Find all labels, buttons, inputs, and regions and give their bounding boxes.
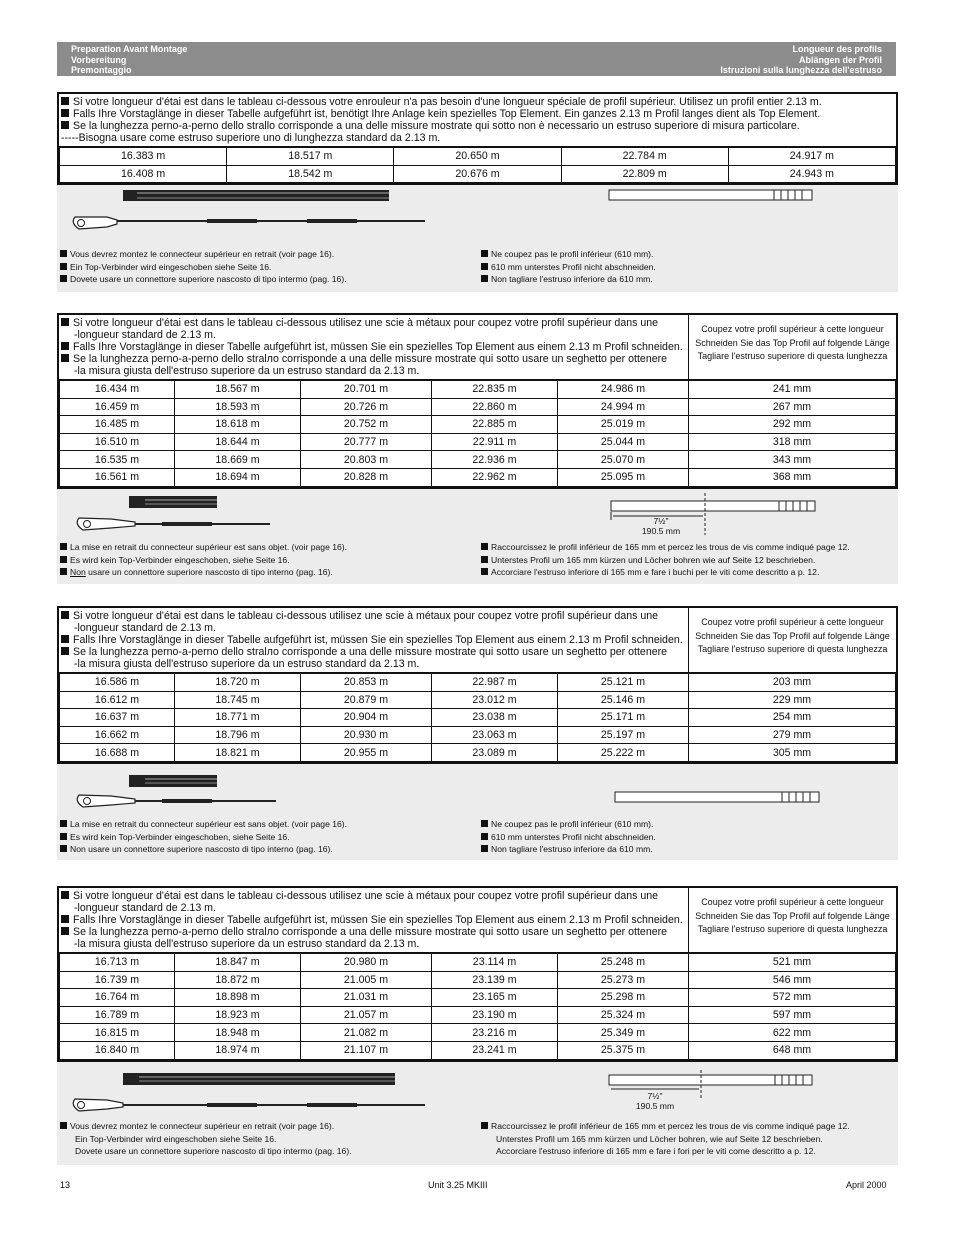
intro-line: Falls Ihre Vorstaglänge in dieser Tabelle aufgeführt ist, müssen Sie ein spezielles Top Element aus einem 2.13 m Profil schneiden. [73, 914, 683, 926]
note-line: Accorciare l'estruso inferiore di 165 mm e fare i fori per le viti come descritto a p. 12. [496, 1146, 816, 1157]
table-cell: 23.038 m [432, 709, 558, 727]
table-cell: 21.031 m [301, 989, 432, 1007]
table-cell: 22.885 m [432, 416, 558, 434]
table-cell: 20.930 m [301, 726, 432, 744]
note-line: usare un connettore superiore nascosto di tipo interno (pag. 16). [85, 567, 333, 578]
table-cell: 292 mm [689, 416, 896, 434]
bullet-icon [61, 891, 69, 899]
intro-line: Falls Ihre Vorstaglänge in dieser Tabelle aufgeführt ist, müssen Sie ein spezielles Top Element aus einem 2.13 m Profil schneiden. [73, 341, 683, 353]
note-line: La mise en retrait du connecteur supérieur est sans objet. (voir page 16). [70, 542, 348, 552]
note-line: Accorciare l'estruso inferiore di 165 mm e fare i buchi per le viti come descritto a p. 12. [491, 567, 820, 578]
section1-table [59, 147, 896, 183]
bullet-icon [481, 275, 488, 282]
section3-intro [59, 608, 689, 672]
table-cell: 18.796 m [175, 726, 301, 744]
intro-line: Si votre longueur d'étai est dans le tableau ci-dessous votre enrouleur n'a pas besoin d'une longueur spéciale de profil supérieur. Utilisez un profil entier 2.13 m. [73, 96, 822, 108]
intro-line: Se la lunghezza perno-a-perno dello strallo corrisponde a una delle missure mostrate qui sotto non è necessario un estruso superiore di misura particolare. [73, 120, 800, 132]
table-cell: 25.248 m [558, 954, 689, 972]
intro-line: Se la lunghezza perno-a-perno dello stralло corrisponde a una delle missure mostrate qui sotto usare un seghetto per ottenere [73, 646, 668, 658]
table-cell: 20.853 m [301, 674, 432, 692]
table-cell: 18.644 m [175, 433, 301, 451]
table-cell: 20.650 m [394, 148, 561, 166]
table-cell: 267 mm [689, 398, 896, 416]
table-cell: 20.752 m [301, 416, 432, 434]
table-cell: 22.784 m [561, 148, 728, 166]
table-cell: 18.771 m [175, 709, 301, 727]
intro-line: -----Bisogna usare come estruso superiore uno di lunghezza standard da 2.13 m. [61, 132, 441, 144]
note-line: Ein Top-Verbinder wird eingeschoben siehe Seite 16. [75, 1133, 277, 1144]
table-cell: 20.955 m [301, 744, 432, 762]
table-cell: 254 mm [689, 709, 896, 727]
intro-line: -la misura giusta dell'estruso superiore da un estruso standard da 2.13 m. [74, 658, 420, 670]
bullet-icon [61, 121, 69, 129]
dimension-mm: 190.5 mm [641, 526, 681, 536]
page-number: 13 [60, 1180, 71, 1190]
table-cell: 22.936 m [432, 451, 558, 469]
top-profile-icon [129, 775, 217, 787]
table-cell: 25.146 m [558, 691, 689, 709]
section2-notes-right [481, 541, 850, 579]
note-line: Unterstes Profil um 165 mm kürzen und Löcher bohren, wie auf Seite 12 beschrieben. [496, 1133, 823, 1144]
table-cell: 18.847 m [175, 954, 301, 972]
note-line: Raccourcissez le profil inférieur de 165 mm et percez les trous de vis comme indiqué page 12. [491, 542, 850, 552]
intro-line: Si votre longueur d'étai est dans le tableau ci-dessous utilisez une scie à métaux pour coupez votre profil supérieur dans une [73, 890, 659, 902]
section4-dimension [609, 1091, 701, 1111]
header-left-line: Premontaggio [71, 65, 132, 75]
table-row [60, 398, 896, 416]
table-cell: 16.383 m [60, 148, 227, 166]
table-cell: 18.745 m [175, 691, 301, 709]
intro-line: Falls Ihre Vorstaglänge in dieser Tabelle aufgeführt ist, müssen Sie ein spezielles Top Element aus einem 2.13 m Profil schneiden. [73, 634, 683, 646]
table-cell: 16.434 m [60, 381, 175, 399]
table-cell: 18.669 m [175, 451, 301, 469]
table-cell: 279 mm [689, 726, 896, 744]
section-no-cut-1 [57, 92, 898, 292]
cut-note-line: Tagliare l'estruso superiore di questa lunghezza [697, 644, 888, 654]
table-cell: 16.459 m [60, 398, 175, 416]
table-row [60, 165, 896, 183]
bullet-icon [60, 820, 67, 827]
table-row [60, 1041, 896, 1059]
table-cell: 24.994 m [558, 398, 689, 416]
bullet-icon [60, 845, 67, 852]
table-cell: 16.586 m [60, 674, 175, 692]
cut-note-line: Coupez votre profil supérieur à cette longueur [701, 617, 884, 627]
table-cell: 25.019 m [558, 416, 689, 434]
section2-notes-left [60, 541, 347, 579]
section1-notes-left [60, 248, 347, 286]
note-line: Raccourcissez le profil inférieur de 165 mm et percez les trous de vis comme indiqué page 12. [491, 1121, 850, 1131]
bullet-icon [481, 556, 488, 563]
table-cell: 23.089 m [432, 744, 558, 762]
table-cell: 241 mm [689, 381, 896, 399]
bottom-profile-icon [609, 190, 812, 200]
table-cell: 597 mm [689, 1006, 896, 1024]
section-cut-2 [57, 313, 898, 584]
table-cell: 20.904 m [301, 709, 432, 727]
section4-table [59, 953, 896, 1060]
note-line: Non tagliare l'estruso inferiore da 610 mm. [491, 274, 653, 285]
bullet-icon [60, 833, 67, 840]
section3-diagram [57, 772, 898, 814]
table-row [60, 674, 896, 692]
intro-line: Si votre longueur d'étai est dans le tableau ci-dessous utilisez une scie à métaux pour coupez votre profil supérieur dans une [73, 317, 659, 329]
note-line: 610 mm unterstes Profil nicht abschneiden. [491, 261, 656, 272]
section1-box [57, 92, 898, 185]
bullet-icon [481, 543, 488, 550]
table-cell: 22.809 m [561, 165, 728, 183]
table-cell: 20.701 m [301, 381, 432, 399]
section3-cut-note [689, 608, 896, 672]
table-row [60, 989, 896, 1007]
bullet-icon [60, 543, 67, 550]
table-cell: 546 mm [689, 971, 896, 989]
section2-intro-grid [59, 315, 896, 380]
note-line: 610 mm unterstes Profil nicht abschneiden. [491, 831, 656, 842]
table-cell: 22.835 m [432, 381, 558, 399]
header-left [71, 44, 187, 76]
table-row [60, 744, 896, 762]
note-line: Dovete usare un connettore superiore nascosto di tipo intermo (pag. 16). [75, 1146, 352, 1157]
bullet-icon [61, 915, 69, 923]
cut-note-line: Schneiden Sie das Top Profil auf folgende Länge [695, 910, 890, 921]
section3-notes-left [60, 818, 347, 856]
footer-date: April 2000 [846, 1180, 887, 1190]
table-cell: 18.872 m [175, 971, 301, 989]
bullet-icon [61, 635, 69, 643]
bullet-icon [60, 275, 67, 282]
table-cell: 18.618 m [175, 416, 301, 434]
bullet-icon [481, 568, 488, 575]
table-cell: 18.567 m [175, 381, 301, 399]
table-cell: 23.063 m [432, 726, 558, 744]
table-cell: 21.107 m [301, 1041, 432, 1059]
bullet-icon [60, 1122, 67, 1129]
bullet-icon [61, 109, 69, 117]
table-row [60, 1024, 896, 1042]
forestay-connector-icon [77, 518, 270, 530]
footer-unit: Unit 3.25 MKIII [428, 1180, 488, 1190]
table-cell: 21.082 m [301, 1024, 432, 1042]
intro-line: -longueur standard de 2.13 m. [74, 622, 216, 634]
header-right-line: Istruzioni sulla lunghezza dell'estruso [720, 65, 882, 75]
bottom-profile-icon [615, 792, 819, 802]
dimension-mm: 190.5 mm [635, 1101, 675, 1111]
intro-line: Si votre longueur d'étai est dans le tableau ci-dessous utilisez une scie à métaux pour coupez votre profil supérieur dans une [73, 610, 659, 622]
forestay-connector-icon [73, 217, 425, 229]
table-cell: 18.898 m [175, 989, 301, 1007]
bullet-icon [61, 611, 69, 619]
note-line: Ne coupez pas le profil inférieur (610 mm). [491, 819, 654, 829]
note-underline: Non [70, 567, 86, 578]
section4-intro-grid [59, 888, 896, 953]
bullet-icon [60, 556, 67, 563]
bullet-icon [481, 820, 488, 827]
table-cell: 22.962 m [432, 468, 558, 486]
intro-line: Falls Ihre Vorstaglänge in dieser Tabelle aufgeführt ist, benötigt Ihre Anlage kein spezielles Top Element. Ein ganzes 2.13 m Profil langes dient als Top Element. [73, 108, 821, 120]
intro-line: -la misura giusta dell'estruso superiore da un estruso standard da 2.13 m. [74, 938, 420, 950]
note-line: Non usare un connettore superiore nascosto di tipo interno (pag. 16). [70, 844, 333, 855]
table-cell: 20.777 m [301, 433, 432, 451]
intro-line: Se la lunghezza perno-a-perno dello stralло corrisponde a una delle missure mostrate qui sotto usare un seghetto per ottenere [73, 353, 668, 365]
table-cell: 18.923 m [175, 1006, 301, 1024]
table-cell: 24.943 m [728, 165, 895, 183]
table-cell: 18.720 m [175, 674, 301, 692]
table-cell: 24.986 m [558, 381, 689, 399]
table-row [60, 416, 896, 434]
section-cut-4 [57, 886, 898, 1165]
table-cell: 25.324 m [558, 1006, 689, 1024]
bullet-icon [61, 927, 69, 935]
table-row [60, 381, 896, 399]
table-cell: 16.840 m [60, 1041, 175, 1059]
intro-line: -longueur standard de 2.13 m. [74, 329, 216, 341]
table-cell: 16.485 m [60, 416, 175, 434]
bullet-icon [61, 647, 69, 655]
table-cell: 20.828 m [301, 468, 432, 486]
section1-diagram [57, 187, 898, 237]
table-cell: 16.535 m [60, 451, 175, 469]
table-cell: 20.676 m [394, 165, 561, 183]
section4-notes-left [60, 1120, 352, 1158]
section3-intro-grid [59, 608, 896, 673]
table-cell: 25.349 m [558, 1024, 689, 1042]
section2-intro [59, 315, 689, 379]
table-cell: 25.273 m [558, 971, 689, 989]
section2-cut-note [689, 315, 896, 379]
table-cell: 203 mm [689, 674, 896, 692]
table-cell: 16.739 m [60, 971, 175, 989]
cut-note-line: Coupez votre profil supérieur à cette longueur [701, 897, 884, 907]
table-row [60, 468, 896, 486]
table-cell: 23.114 m [432, 954, 558, 972]
table-row [60, 1006, 896, 1024]
table-cell: 20.726 m [301, 398, 432, 416]
table-cell: 23.241 m [432, 1041, 558, 1059]
table-cell: 16.815 m [60, 1024, 175, 1042]
header-right-line: Longueur des profils [792, 44, 882, 54]
table-cell: 23.012 m [432, 691, 558, 709]
table-cell: 16.408 m [60, 165, 227, 183]
table-row [60, 954, 896, 972]
forestay-connector-icon [73, 1099, 425, 1111]
table-row [60, 148, 896, 166]
section-cut-3 [57, 606, 898, 860]
table-cell: 18.593 m [175, 398, 301, 416]
note-line: Ne coupez pas le profil inférieur (610 mm). [491, 249, 654, 259]
section4-box [57, 886, 898, 1062]
table-cell: 18.694 m [175, 468, 301, 486]
table-cell: 23.216 m [432, 1024, 558, 1042]
table-cell: 25.298 m [558, 989, 689, 1007]
section4-intro [59, 888, 689, 952]
cut-note-line: Tagliare l'estruso superiore di questa lunghezza [697, 924, 888, 934]
bullet-icon [61, 354, 69, 362]
cut-note-line: Schneiden Sie das Top Profil auf folgende Länge [695, 337, 890, 348]
table-cell: 24.917 m [728, 148, 895, 166]
note-line: Es wird kein Top-Verbinder eingeschoben, siehe Seite 16. [70, 554, 290, 565]
section3-table [59, 673, 896, 762]
section3-box [57, 606, 898, 764]
note-line: La mise en retrait du connecteur supérieur est sans objet. (voir page 16). [70, 819, 348, 829]
table-cell: 16.662 m [60, 726, 175, 744]
table-cell: 16.688 m [60, 744, 175, 762]
section2-diagram [57, 493, 898, 541]
table-cell: 20.803 m [301, 451, 432, 469]
table-cell: 21.005 m [301, 971, 432, 989]
table-cell: 305 mm [689, 744, 896, 762]
page-header [57, 42, 896, 76]
table-cell: 16.510 m [60, 433, 175, 451]
top-profile-icon [123, 190, 389, 201]
cut-note-line: Schneiden Sie das Top Profil auf folgende Länge [695, 630, 890, 641]
note-line: Vous devrez montez le connecteur supérieur en retrait (voir page 16). [70, 1121, 335, 1131]
table-cell: 25.197 m [558, 726, 689, 744]
table-cell: 368 mm [689, 468, 896, 486]
bullet-icon [481, 1122, 488, 1129]
note-line: Non tagliare l'estruso inferiore da 610 mm. [491, 844, 653, 855]
table-cell: 16.713 m [60, 954, 175, 972]
section1-intro [59, 94, 896, 147]
table-row [60, 726, 896, 744]
table-cell: 16.561 m [60, 468, 175, 486]
table-cell: 318 mm [689, 433, 896, 451]
table-row [60, 691, 896, 709]
dimension-inch: 7½" [653, 516, 669, 526]
cut-note-line: Tagliare l'estruso superiore di questa lunghezza [697, 351, 888, 361]
header-right-line: Ablängen der Profil [798, 54, 882, 65]
note-line: Ein Top-Verbinder wird eingeschoben siehe Seite 16. [70, 261, 272, 272]
table-cell: 622 mm [689, 1024, 896, 1042]
table-cell: 25.375 m [558, 1041, 689, 1059]
section3-notes-right [481, 818, 656, 856]
bullet-icon [481, 833, 488, 840]
table-cell: 20.980 m [301, 954, 432, 972]
table-cell: 23.165 m [432, 989, 558, 1007]
section2-box [57, 313, 898, 489]
table-cell: 18.974 m [175, 1041, 301, 1059]
table-cell: 22.987 m [432, 674, 558, 692]
section4-cut-note [689, 888, 896, 952]
bullet-icon [481, 250, 488, 257]
cut-note-line: Coupez votre profil supérieur à cette longueur [701, 324, 884, 334]
table-cell: 16.789 m [60, 1006, 175, 1024]
section2-dimension [617, 516, 705, 536]
table-cell: 20.879 m [301, 691, 432, 709]
bullet-icon [60, 568, 67, 575]
table-cell: 25.171 m [558, 709, 689, 727]
bullet-icon [60, 250, 67, 257]
table-cell: 18.517 m [227, 148, 394, 166]
table-cell: 16.612 m [60, 691, 175, 709]
table-cell: 25.222 m [558, 744, 689, 762]
table-cell: 229 mm [689, 691, 896, 709]
note-line: Es wird kein Top-Verbinder eingeschoben, siehe Seite 16. [70, 831, 290, 842]
table-cell: 25.044 m [558, 433, 689, 451]
bullet-icon [60, 263, 67, 270]
bullet-icon [481, 845, 488, 852]
note-line: Unterstes Profil um 165 mm kürzen und Löcher bohren wie auf Seite 12 beschrieben. [491, 554, 816, 565]
table-row [60, 709, 896, 727]
table-cell: 18.948 m [175, 1024, 301, 1042]
section4-diagram [57, 1070, 898, 1118]
table-cell: 25.121 m [558, 674, 689, 692]
table-cell: 648 mm [689, 1041, 896, 1059]
bullet-icon [61, 318, 69, 326]
header-left-line: Preparation Avant Montage [71, 44, 188, 54]
intro-line: -longueur standard de 2.13 m. [74, 902, 216, 914]
header-right [720, 44, 882, 76]
note-line: Vous devrez montez le connecteur supérieur en retrait (voir page 16). [70, 249, 335, 259]
table-cell: 25.095 m [558, 468, 689, 486]
table-cell: 25.070 m [558, 451, 689, 469]
bullet-icon [481, 263, 488, 270]
bullet-icon [61, 342, 69, 350]
top-profile-icon [129, 496, 217, 508]
table-cell: 22.860 m [432, 398, 558, 416]
section2-table [59, 380, 896, 487]
section4-notes-right [481, 1120, 850, 1158]
table-cell: 18.821 m [175, 744, 301, 762]
header-left-line: Vorbereitung [71, 54, 127, 65]
note-line: Dovete usare un connettore superiore nascosto di tipo intermo (pag. 16). [70, 274, 347, 285]
forestay-connector-icon [77, 795, 276, 807]
table-cell: 343 mm [689, 451, 896, 469]
table-cell: 22.911 m [432, 433, 558, 451]
table-row [60, 433, 896, 451]
table-row [60, 451, 896, 469]
table-cell: 16.764 m [60, 989, 175, 1007]
intro-line: -la misura giusta dell'estruso superiore da un estruso standard da 2.13 m. [74, 365, 420, 377]
table-cell: 21.057 m [301, 1006, 432, 1024]
table-cell: 572 mm [689, 989, 896, 1007]
dimension-inch: 7½" [647, 1091, 663, 1101]
table-cell: 521 mm [689, 954, 896, 972]
top-profile-icon [123, 1073, 395, 1085]
bullet-icon [61, 97, 69, 105]
table-cell: 23.139 m [432, 971, 558, 989]
table-cell: 18.542 m [227, 165, 394, 183]
table-cell: 16.637 m [60, 709, 175, 727]
section1-notes-right [481, 248, 656, 286]
table-cell: 23.190 m [432, 1006, 558, 1024]
table-row [60, 971, 896, 989]
intro-line: Se la lunghezza perno-a-perno dello stralло corrisponde a una delle missure mostrate qui sotto usare un seghetto per ottenere [73, 926, 668, 938]
